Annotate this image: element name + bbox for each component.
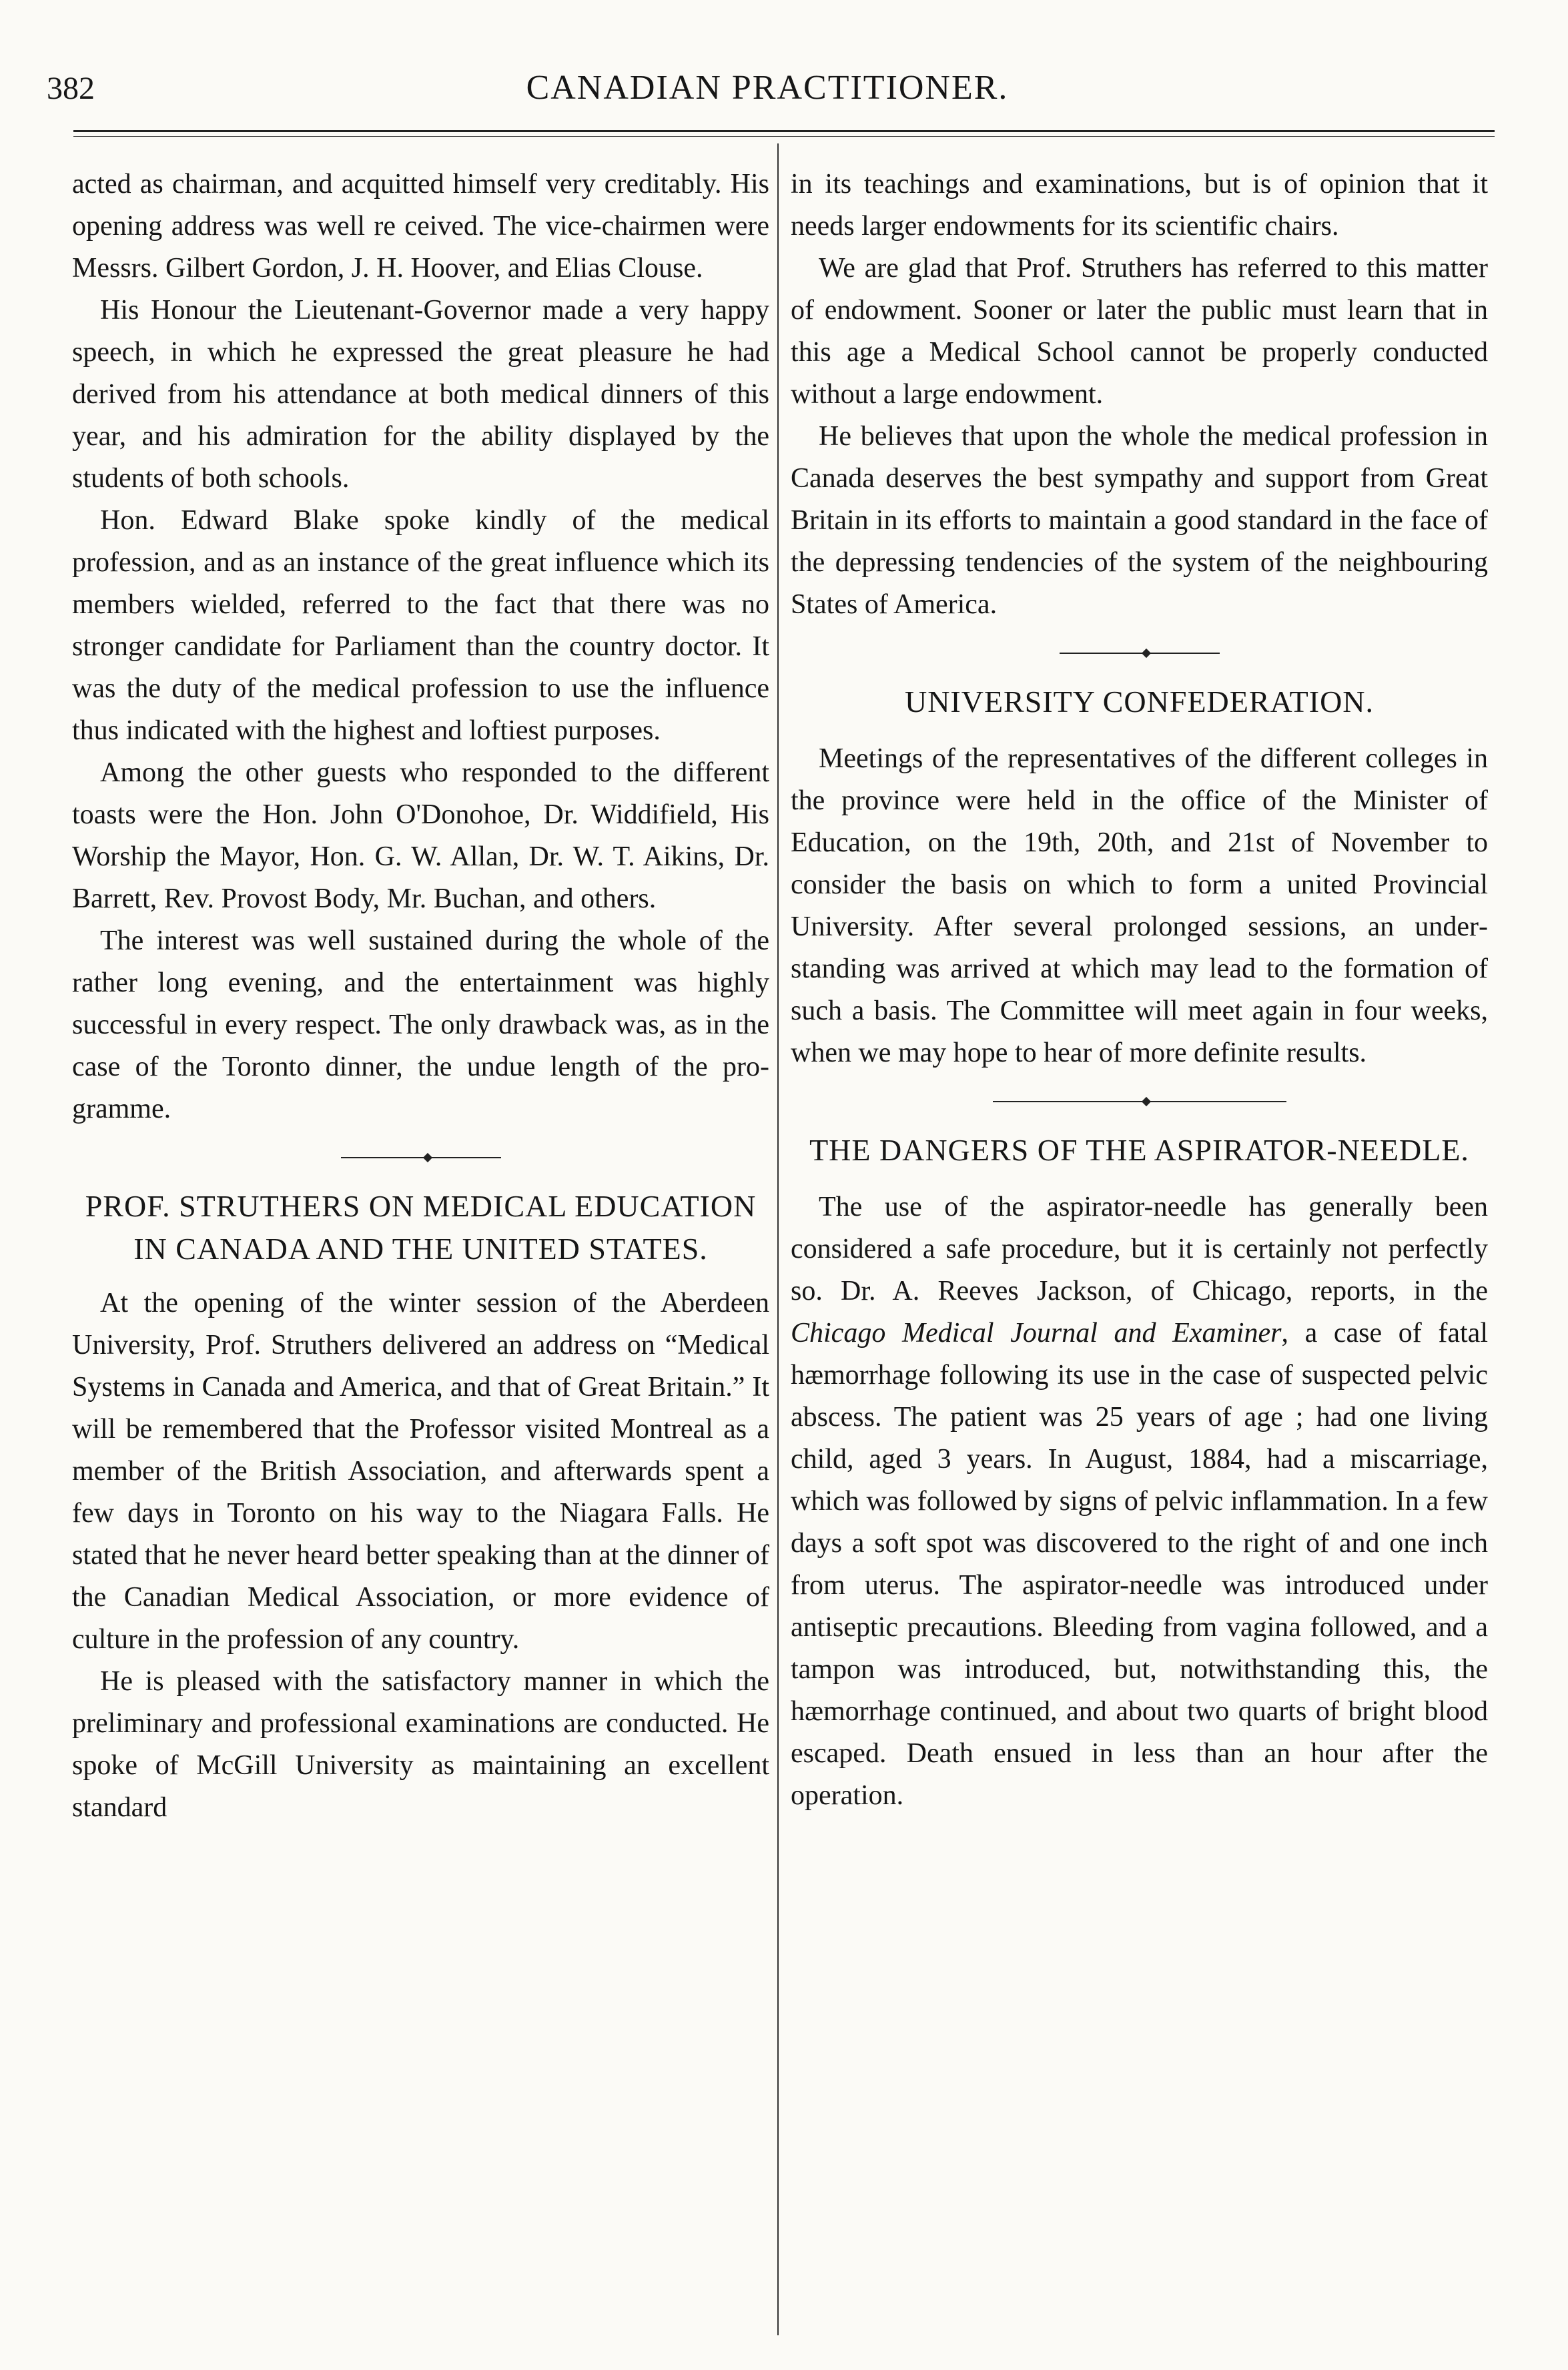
section-separator [72, 1130, 769, 1185]
page-number: 382 [47, 71, 95, 106]
paragraph: The interest was well sustained during the whole of the rather long evening, and the entertainment was highly successful in every respect. The only drawback was, as in the case of the Toronto dinner, the undue length of the programme. [72, 925, 769, 1124]
right-column [791, 163, 1488, 1817]
column-divider [777, 143, 779, 2335]
running-title: CANADIAN PRACTITIONER. [526, 69, 1009, 107]
section-separator [791, 626, 1488, 681]
paragraph: Hon. Edward Blake spoke kindly of the medical profession, and as an instance of the great influence which its members wielded, referred to the fact that there was no stronger candidate for Parliament than the country doctor. It was the duty of the medical profession to use the influence thus indicated with the highest and loftiest purposes. [72, 505, 769, 746]
header-rule-thin [73, 136, 1495, 137]
paragraph: Meetings of the representatives of the different colleges in the province were held in the office of the Minister of Education, on the 19th, 20th, and 21st of November to consider the basis on which to form a united Provincial University. After several prolonged sessions, an understanding was arrived at which may lead to the formation of such a basis. The Committee will meet again in four weeks, when we may hope to hear of more definite results. [791, 743, 1488, 1068]
paragraph: He believes that upon the whole the medical profession in Canada deserves the best sympathy and support from Great Britain in its efforts to maintain a good standard in the face of the depressing tendencies of the system of the neighbouring States of America. [791, 421, 1488, 620]
header-rule [73, 130, 1495, 132]
paragraph: His Honour the Lieutenant-Governor made a very happy speech, in which he expressed the great pleasure he had derived from his attendance at both medical dinners of this year, and his admiration for the ability displayed by the students of both schools. [72, 295, 769, 494]
paragraph: in its teachings and examinations, but is of opinion that it needs larger endowments for its scientific chairs. [791, 169, 1488, 242]
paragraph: At the opening of the winter session of the Aberdeen University, Prof. Struthers delivered an address on “Medical Systems in Canada and America, and that of Great Britain.” It will be remembered that the Professor visited Montreal as a member of the British Association, and afterwards spent a few days in Toronto on his way to the Niagara Falls. He stated that he never heard better speaking than at the dinner of the Canadian Medical Association, or more evidence of culture in the profession of any country. [72, 1288, 769, 1655]
paragraph: We are glad that Prof. Struthers has referred to this matter of endowment. Sooner or later the public must learn that in this age a Medical School cannot be properly conducted without a large endowment. [791, 253, 1488, 410]
paragraph [791, 1186, 1488, 1817]
section-heading: UNIVERSITY CONFEDERATION. [904, 685, 1375, 719]
page-header [40, 53, 1495, 113]
left-column [72, 163, 769, 1829]
paragraph-text: , a case of fatal hæmorrhage following its use in the case of suspected pelvic abscess. The patient was 25 years of age ; had one living child, aged 3 years. In August, 1884, had a miscarriage, which was followed by signs of pelvic inflammation. In a few days a soft spot was discovered to the right of and one inch from uterus. The aspirator-needle was introduced under antiseptic precautions. Bleeding from vagina followed, and a tampon was introduced, but, notwithstanding this, the hæmorrhage continued, and about two quarts of bright blood escaped. Death ensued in less than an hour after the operation. [791, 1318, 1488, 1811]
section-heading: THE DANGERS OF THE ASPIRATOR-NEEDLE. [809, 1133, 1469, 1167]
section-heading: PROF. STRUTHERS ON MEDICAL EDUCATION IN CANADA AND THE UNITED STATES. [85, 1189, 757, 1266]
paragraph: Among the other guests who responded to the different toasts were the Hon. John O'Donohoe, Dr. Widdifield, His Worship the Mayor, Hon. G. W. Allan, Dr. W. T. Aikins, Dr. Barrett, Rev. Provost Body, Mr. Buchan, and others. [72, 757, 769, 914]
paragraph: He is pleased with the satisfactory manner in which the preliminary and professional examinations are conducted. He spoke of McGill University as maintaining an excellent standard [72, 1666, 769, 1823]
paragraph: acted as chairman, and acquitted himself very creditably. His opening address was well re ceived. The vice-chairmen were Messrs. Gilbert Gordon, J. H. Hoover, and Elias Clouse. [72, 169, 769, 284]
journal-title: Chicago Medical Journal and Examiner [791, 1318, 1282, 1348]
paragraph-text: The use of the aspirator-needle has generally been considered a safe procedure, but it is certainly not perfectly so. Dr. A. Reeves Jackson, of Chicago, reports, in the [791, 1192, 1488, 1306]
section-separator [791, 1074, 1488, 1129]
